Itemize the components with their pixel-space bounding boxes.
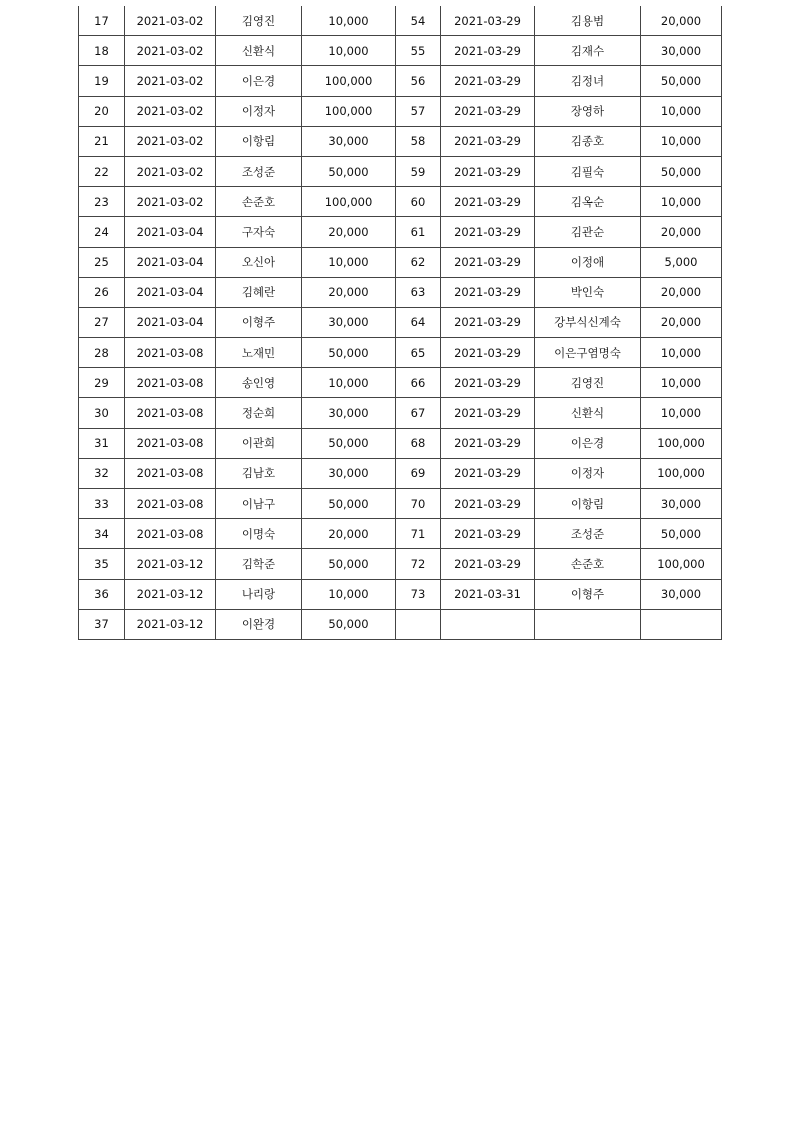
left-amount-cell: 30,000: [302, 398, 396, 428]
left-number-cell: 18: [79, 36, 125, 66]
left-name-cell: 이항림: [216, 126, 302, 156]
right-number-cell: 70: [396, 489, 441, 519]
right-date-cell: 2021-03-29: [441, 307, 535, 337]
left-name-cell: 이완경: [216, 609, 302, 639]
left-number-cell: 21: [79, 126, 125, 156]
left-date-cell: 2021-03-02: [125, 6, 216, 36]
left-date-cell: 2021-03-08: [125, 338, 216, 368]
right-number-cell: 66: [396, 368, 441, 398]
table-row: [79, 458, 722, 488]
right-name-cell: 손준호: [535, 549, 641, 579]
left-date-cell: 2021-03-02: [125, 126, 216, 156]
left-number-cell: 33: [79, 489, 125, 519]
left-date-cell: 2021-03-12: [125, 609, 216, 639]
right-date-cell: 2021-03-31: [441, 579, 535, 609]
right-number-cell: 62: [396, 247, 441, 277]
right-name-cell: 김종호: [535, 126, 641, 156]
table-row: [79, 428, 722, 458]
table-row: [79, 579, 722, 609]
left-date-cell: 2021-03-02: [125, 36, 216, 66]
table-row: [79, 96, 722, 126]
left-amount-cell: 100,000: [302, 187, 396, 217]
left-amount-cell: 50,000: [302, 549, 396, 579]
table-row: [79, 187, 722, 217]
right-number-cell: 67: [396, 398, 441, 428]
right-number-cell: 63: [396, 277, 441, 307]
left-name-cell: 조성준: [216, 156, 302, 186]
left-number-cell: 23: [79, 187, 125, 217]
right-number-cell: 71: [396, 519, 441, 549]
right-amount-cell: 50,000: [641, 519, 722, 549]
left-number-cell: 34: [79, 519, 125, 549]
right-date-cell: 2021-03-29: [441, 187, 535, 217]
left-amount-cell: 30,000: [302, 126, 396, 156]
left-name-cell: 손준호: [216, 187, 302, 217]
left-name-cell: 오신아: [216, 247, 302, 277]
right-number-cell: 59: [396, 156, 441, 186]
table-row: [79, 217, 722, 247]
right-amount-cell: 10,000: [641, 368, 722, 398]
right-amount-cell: 30,000: [641, 579, 722, 609]
right-name-cell: 강부식신계숙: [535, 307, 641, 337]
table-row: [79, 36, 722, 66]
table-row: [79, 66, 722, 96]
right-number-cell: 68: [396, 428, 441, 458]
left-amount-cell: 50,000: [302, 428, 396, 458]
left-number-cell: 28: [79, 338, 125, 368]
right-date-cell: 2021-03-29: [441, 66, 535, 96]
donation-table-body: [79, 6, 722, 639]
right-date-cell: [441, 609, 535, 639]
right-amount-cell: 10,000: [641, 187, 722, 217]
left-date-cell: 2021-03-02: [125, 187, 216, 217]
right-date-cell: 2021-03-29: [441, 398, 535, 428]
right-amount-cell: 50,000: [641, 66, 722, 96]
left-name-cell: 김영진: [216, 6, 302, 36]
left-name-cell: 김학준: [216, 549, 302, 579]
right-date-cell: 2021-03-29: [441, 247, 535, 277]
left-date-cell: 2021-03-02: [125, 156, 216, 186]
right-name-cell: 이은경: [535, 428, 641, 458]
table-row: [79, 247, 722, 277]
right-amount-cell: 10,000: [641, 338, 722, 368]
left-date-cell: 2021-03-08: [125, 458, 216, 488]
right-amount-cell: 10,000: [641, 126, 722, 156]
left-name-cell: 송인영: [216, 368, 302, 398]
table-row: [79, 6, 722, 36]
right-date-cell: 2021-03-29: [441, 428, 535, 458]
right-name-cell: 김옥순: [535, 187, 641, 217]
right-amount-cell: 100,000: [641, 458, 722, 488]
left-date-cell: 2021-03-12: [125, 579, 216, 609]
left-number-cell: 19: [79, 66, 125, 96]
right-amount-cell: 10,000: [641, 96, 722, 126]
right-date-cell: 2021-03-29: [441, 368, 535, 398]
right-number-cell: 72: [396, 549, 441, 579]
table-row: [79, 368, 722, 398]
table-row: [79, 549, 722, 579]
left-amount-cell: 10,000: [302, 247, 396, 277]
left-amount-cell: 50,000: [302, 489, 396, 519]
table-row: [79, 277, 722, 307]
table-row: [79, 398, 722, 428]
right-number-cell: 73: [396, 579, 441, 609]
left-date-cell: 2021-03-04: [125, 307, 216, 337]
right-date-cell: 2021-03-29: [441, 277, 535, 307]
left-amount-cell: 20,000: [302, 217, 396, 247]
left-date-cell: 2021-03-08: [125, 368, 216, 398]
left-date-cell: 2021-03-04: [125, 277, 216, 307]
right-number-cell: 64: [396, 307, 441, 337]
left-name-cell: 이관희: [216, 428, 302, 458]
left-date-cell: 2021-03-04: [125, 247, 216, 277]
left-name-cell: 이은경: [216, 66, 302, 96]
right-amount-cell: 20,000: [641, 217, 722, 247]
left-number-cell: 17: [79, 6, 125, 36]
table-row: [79, 126, 722, 156]
right-name-cell: 신환식: [535, 398, 641, 428]
left-number-cell: 37: [79, 609, 125, 639]
left-name-cell: 김남호: [216, 458, 302, 488]
left-number-cell: 36: [79, 579, 125, 609]
left-amount-cell: 30,000: [302, 458, 396, 488]
left-date-cell: 2021-03-02: [125, 66, 216, 96]
right-name-cell: 박인숙: [535, 277, 641, 307]
left-amount-cell: 100,000: [302, 96, 396, 126]
right-date-cell: 2021-03-29: [441, 96, 535, 126]
left-date-cell: 2021-03-04: [125, 217, 216, 247]
right-amount-cell: 100,000: [641, 549, 722, 579]
left-name-cell: 나리랑: [216, 579, 302, 609]
left-date-cell: 2021-03-08: [125, 519, 216, 549]
right-name-cell: 김관순: [535, 217, 641, 247]
left-date-cell: 2021-03-08: [125, 398, 216, 428]
table-row: [79, 338, 722, 368]
table-row: [79, 489, 722, 519]
left-number-cell: 35: [79, 549, 125, 579]
right-number-cell: 57: [396, 96, 441, 126]
right-name-cell: [535, 609, 641, 639]
left-date-cell: 2021-03-08: [125, 489, 216, 519]
right-date-cell: 2021-03-29: [441, 126, 535, 156]
left-number-cell: 20: [79, 96, 125, 126]
right-amount-cell: 20,000: [641, 6, 722, 36]
right-date-cell: 2021-03-29: [441, 156, 535, 186]
right-number-cell: 54: [396, 6, 441, 36]
left-amount-cell: 50,000: [302, 338, 396, 368]
right-date-cell: 2021-03-29: [441, 458, 535, 488]
left-amount-cell: 20,000: [302, 519, 396, 549]
right-date-cell: 2021-03-29: [441, 549, 535, 579]
right-date-cell: 2021-03-29: [441, 338, 535, 368]
left-number-cell: 27: [79, 307, 125, 337]
right-number-cell: 65: [396, 338, 441, 368]
left-date-cell: 2021-03-02: [125, 96, 216, 126]
right-number-cell: 60: [396, 187, 441, 217]
right-name-cell: 김필숙: [535, 156, 641, 186]
right-amount-cell: 30,000: [641, 36, 722, 66]
right-amount-cell: 10,000: [641, 398, 722, 428]
right-name-cell: 이정자: [535, 458, 641, 488]
right-name-cell: 이형주: [535, 579, 641, 609]
left-number-cell: 22: [79, 156, 125, 186]
left-amount-cell: 100,000: [302, 66, 396, 96]
left-number-cell: 26: [79, 277, 125, 307]
left-name-cell: 정순희: [216, 398, 302, 428]
left-number-cell: 31: [79, 428, 125, 458]
right-date-cell: 2021-03-29: [441, 36, 535, 66]
left-number-cell: 29: [79, 368, 125, 398]
right-number-cell: [396, 609, 441, 639]
right-name-cell: 김정녀: [535, 66, 641, 96]
left-amount-cell: 20,000: [302, 277, 396, 307]
left-name-cell: 노재민: [216, 338, 302, 368]
left-name-cell: 이형주: [216, 307, 302, 337]
table-row: [79, 609, 722, 639]
right-name-cell: 김재수: [535, 36, 641, 66]
right-date-cell: 2021-03-29: [441, 519, 535, 549]
right-amount-cell: 30,000: [641, 489, 722, 519]
right-number-cell: 56: [396, 66, 441, 96]
right-amount-cell: [641, 609, 722, 639]
right-number-cell: 58: [396, 126, 441, 156]
right-amount-cell: 20,000: [641, 277, 722, 307]
left-amount-cell: 30,000: [302, 307, 396, 337]
right-date-cell: 2021-03-29: [441, 6, 535, 36]
left-name-cell: 이남구: [216, 489, 302, 519]
left-number-cell: 30: [79, 398, 125, 428]
left-name-cell: 신환식: [216, 36, 302, 66]
left-name-cell: 이정자: [216, 96, 302, 126]
right-name-cell: 장영하: [535, 96, 641, 126]
right-name-cell: 김용범: [535, 6, 641, 36]
right-amount-cell: 5,000: [641, 247, 722, 277]
left-amount-cell: 10,000: [302, 579, 396, 609]
right-number-cell: 61: [396, 217, 441, 247]
right-date-cell: 2021-03-29: [441, 217, 535, 247]
left-amount-cell: 50,000: [302, 609, 396, 639]
donation-table: [78, 6, 722, 640]
right-amount-cell: 100,000: [641, 428, 722, 458]
left-amount-cell: 50,000: [302, 156, 396, 186]
right-name-cell: 이항림: [535, 489, 641, 519]
left-date-cell: 2021-03-08: [125, 428, 216, 458]
right-date-cell: 2021-03-29: [441, 489, 535, 519]
left-amount-cell: 10,000: [302, 36, 396, 66]
left-number-cell: 24: [79, 217, 125, 247]
right-amount-cell: 50,000: [641, 156, 722, 186]
right-name-cell: 조성준: [535, 519, 641, 549]
left-name-cell: 이명숙: [216, 519, 302, 549]
right-name-cell: 이정애: [535, 247, 641, 277]
left-amount-cell: 10,000: [302, 6, 396, 36]
table-row: [79, 156, 722, 186]
right-number-cell: 69: [396, 458, 441, 488]
left-name-cell: 구자숙: [216, 217, 302, 247]
right-name-cell: 김영진: [535, 368, 641, 398]
left-amount-cell: 10,000: [302, 368, 396, 398]
left-name-cell: 김혜란: [216, 277, 302, 307]
table-row: [79, 307, 722, 337]
left-number-cell: 32: [79, 458, 125, 488]
right-number-cell: 55: [396, 36, 441, 66]
right-amount-cell: 20,000: [641, 307, 722, 337]
right-name-cell: 이은구염명숙: [535, 338, 641, 368]
left-date-cell: 2021-03-12: [125, 549, 216, 579]
table-row: [79, 519, 722, 549]
left-number-cell: 25: [79, 247, 125, 277]
